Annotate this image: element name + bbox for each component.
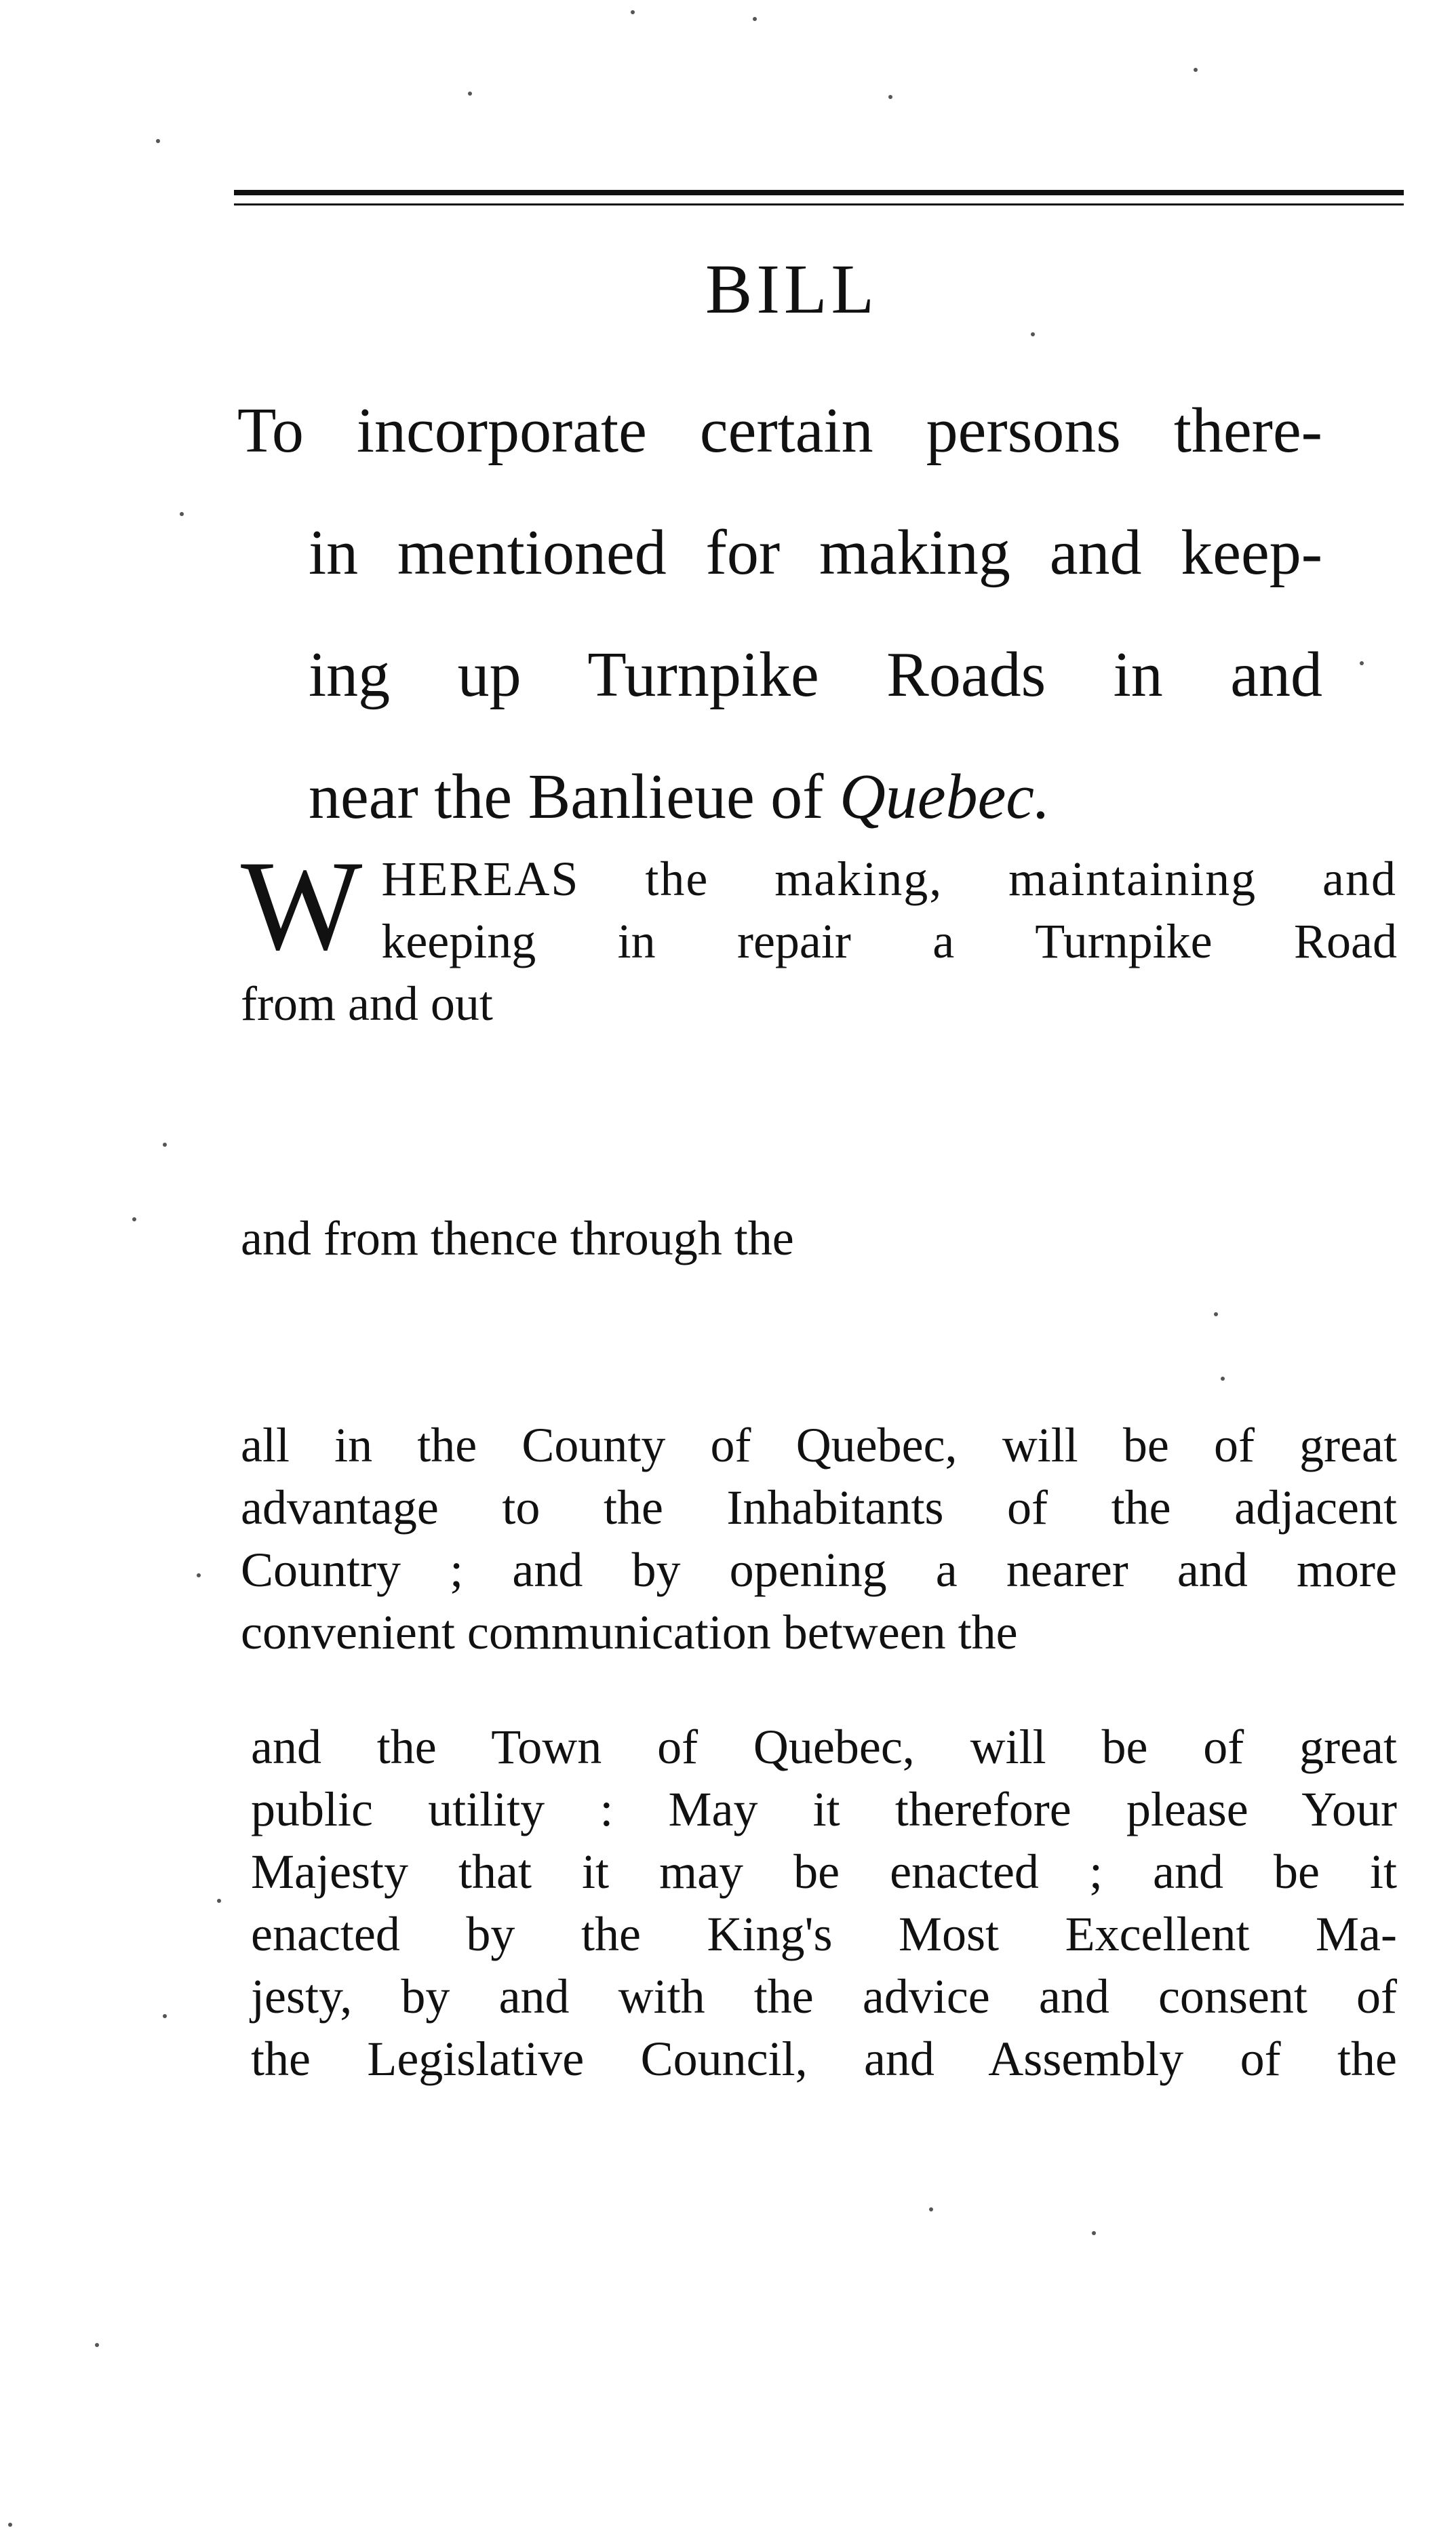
speck	[888, 95, 892, 99]
speck	[1031, 332, 1035, 336]
para3-line-1: all in the County of Quebec, will be of great	[241, 1418, 1397, 1472]
speck	[197, 1573, 201, 1577]
bill-title	[237, 370, 1390, 858]
speck	[132, 1217, 136, 1221]
para3-line-4: convenient communication between the	[241, 1605, 1018, 1659]
para4-line-2: public utility : May it therefore please Your	[251, 1782, 1397, 1836]
speck	[468, 92, 472, 96]
para4-line-1: and the Town of Quebec, will be of great	[251, 1720, 1397, 1774]
speck	[753, 17, 757, 21]
para2-line-1: and from thence through the	[241, 1211, 794, 1265]
title-place-name: Quebec.	[839, 762, 1050, 832]
title-line-4-text: near the Banlieue of	[309, 762, 840, 832]
speck	[8, 2523, 12, 2527]
para3-line-3: Country ; and by opening a nearer and more	[241, 1543, 1397, 1597]
para1-line-2: keeping in repair a Turnpike Road	[381, 914, 1397, 968]
speck	[95, 2343, 99, 2347]
paragraph-enactment	[251, 1716, 1397, 2090]
speck	[1214, 1312, 1218, 1316]
speck	[1221, 1377, 1225, 1381]
title-line-1: To incorporate certain persons there-	[237, 395, 1322, 466]
speck	[163, 2014, 167, 2018]
title-line-2: in mentioned for making and keep-	[309, 517, 1322, 588]
title-line-3: ing up Turnpike Roads in and	[309, 639, 1322, 710]
drop-cap: W	[241, 835, 363, 977]
para1-line-1: HEREAS the making, maintaining and	[381, 852, 1397, 906]
para4-line-4: enacted by the King's Most Excellent Ma-	[251, 1907, 1397, 1961]
para4-line-3: Majesty that it may be enacted ; and be it	[251, 1845, 1397, 1899]
speck	[1194, 68, 1198, 72]
para4-line-6: the Legislative Council, and Assembly of the	[251, 2032, 1397, 2086]
top-rule-thick	[234, 190, 1404, 195]
speck	[1360, 661, 1364, 665]
speck	[163, 1143, 167, 1147]
para4-line-5: jesty, by and with the advice and consent of	[251, 1969, 1397, 2024]
document-heading: BILL	[705, 250, 879, 328]
title-line-4	[237, 736, 1390, 858]
speck	[1092, 2231, 1096, 2235]
paragraph-whereas	[241, 835, 1397, 1035]
speck	[156, 139, 160, 143]
speck	[929, 2207, 933, 2211]
para1-line-3: from and out	[241, 977, 493, 1031]
top-rule-thin	[234, 203, 1404, 205]
speck	[631, 10, 635, 14]
speck	[180, 512, 184, 516]
paragraph-county	[241, 1414, 1397, 1663]
para3-line-2: advantage to the Inhabitants of the adjacent	[241, 1480, 1397, 1535]
speck	[217, 1899, 221, 1903]
paragraph-through	[241, 1207, 794, 1269]
